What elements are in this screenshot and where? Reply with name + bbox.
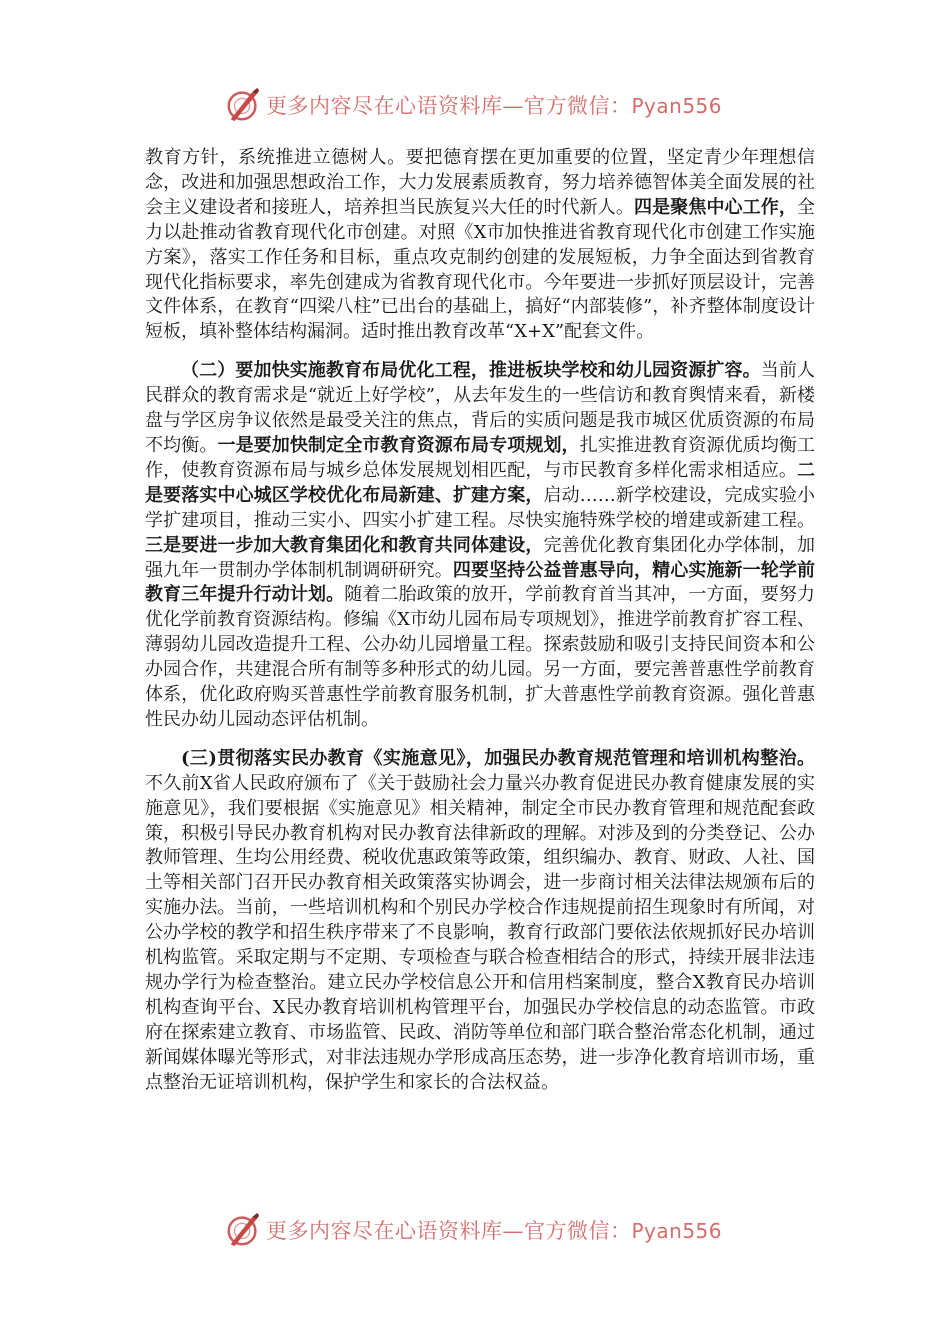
wechat-id: Pyan556 [631, 94, 723, 118]
p2-heading: （二）要加快实施教育布局优化工程，推进板块学校和幼儿园资源扩容。 [181, 360, 761, 382]
p2-text-5: 随着二胎政策的放开，学前教育首当其冲，一方面，要努力优化学前教育资源结构。修编《X市幼儿园布局专项规划》，推进学前教育扩容工程、薄弱幼儿园改造提升工程、公办幼儿园增量工程。探索鼓励和吸引支持民间资本和公办园合作，共建混合所有制等多种形式的幼儿园。另一方面，要完善普惠性学前教育体系，优化政府购买普惠性学前教育服务机制，扩大普惠性学前教育资源。强化普惠性民办幼儿园动态评估机制。 [145, 584, 816, 730]
wechat-id: Pyan556 [631, 1219, 723, 1243]
p2-text-4: 完善优化教育集团化办学体制，加强九年一贯制办学体制机制调研研究。 [145, 534, 816, 581]
watermark-text-cn: 更多内容尽在心语资料库—官方微信： [266, 1219, 632, 1243]
footer-watermark-banner [0, 1209, 950, 1253]
p2-text-1: 当前人民群众的教育需求是“就近上好学校”，从去年发生的一些信访和教育舆情来看，新楼盘与学区房争议依然是最受关注的焦点，背后的实质问题是我市城区优质资源的布局不均衡。 [145, 360, 816, 456]
p1-text-2: 全力以赴推动省教育现代化市创建。对照《X市加快推进省教育现代化市创建工作实施方案》，落实工作任务和目标，重点攻克制约创建的发展短板，力争全面达到省教育现代化指标要求，率先创建成为省教育现代化市。今年要进一步抓好顶层设计，完善文件体系，在教育“四梁八柱”已出台的基础上，搞好“内部装修”，补齐整体制度设计短板，填补整体结构漏洞。适时推出教育改革“X+X”配套文件。 [145, 196, 815, 343]
watermark-text-cn: 更多内容尽在心语资料库—官方微信： [266, 94, 632, 118]
watermark-text [266, 93, 722, 119]
paragraph-3 [145, 747, 815, 1096]
p2-bold-3: 二是要落实中心城区学校优化布局新建、扩建方案， [145, 459, 815, 506]
pen-logo-icon [224, 86, 262, 124]
p2-bold-2: 一是要加快制定全市教育资源布局专项规划， [217, 434, 580, 456]
p2-text-2: 扎实推进教育资源优质均衡工作，使教育资源布局与城乡总体发展规划相匹配，与市民教育多样化需求相适应。 [145, 434, 816, 481]
document-body [145, 146, 815, 1096]
paragraph-2 [145, 359, 815, 733]
paragraph-gap [145, 733, 815, 747]
p3-heading: (三)贯彻落实民办教育《实施意见》，加强民办教育规范管理和培训机构整治。 [181, 747, 815, 769]
paragraph-gap [145, 345, 815, 359]
p2-text-3: 启动……新学校建设，完成实验小学扩建项目，推动三实小、四实小扩建工程。尽快实施特殊学校的增建或新建工程。 [145, 484, 816, 531]
watermark-text [266, 1218, 722, 1244]
p1-bold-1: 四是聚焦中心工作， [634, 196, 797, 218]
p2-bold-5: 四要坚持公益普惠导向，精心实施新一轮学前教育三年提升行动计划。 [145, 559, 815, 606]
header-watermark-banner [0, 84, 950, 128]
p2-bold-4: 三是要进一步加大教育集团化和教育共同体建设， [145, 534, 544, 556]
pen-logo-icon [224, 1211, 262, 1249]
p1-text-1: 教育方针，系统推进立德树人。要把德育摆在更加重要的位置，坚定青少年理想信念，改进和加强思想政治工作，大力发展素质教育，努力培养德智体美全面发展的社会主义建设者和接班人，培养担当民族复兴大任的时代新人。 [145, 147, 815, 218]
p3-text-1: 不久前X省人民政府颁布了《关于鼓励社会力量兴办教育促进民办教育健康发展的实施意见》，我们要根据《实施意见》相关精神，制定全市民办教育管理和规范配套政策，积极引导民办教育机构对民办教育法律新政的理解。对涉及到的分类登记、公办教师管理、生均公用经费、税收优惠政策等政策，组织编办、教育、财政、人社、国土等相关部门召开民办教育相关政策落实协调会，进一步商讨相关法律法规颁布后的实施办法。当前，一些培训机构和个别民办学校合作违规提前招生现象时有所闻，对公办学校的教学和招生秩序带来了不良影响，教育行政部门要依法依规抓好民办培训机构监管。采取定期与不定期、专项检查与联合检查相结合的形式，持续开展非法违规办学行为检查整治。建立民办学校信息公开和信用档案制度，整合X教育民办培训机构查询平台、X民办教育培训机构管理平台，加强民办学校信息的动态监管。市政府在探索建立教育、市场监管、民政、消防等单位和部门联合整治常态化机制，通过新闻媒体曝光等形式，对非法违规办学形成高压态势，进一步净化教育培训市场，重点整治无证培训机构，保护学生和家长的合法权益。 [145, 772, 815, 1093]
paragraph-1 [145, 146, 815, 345]
